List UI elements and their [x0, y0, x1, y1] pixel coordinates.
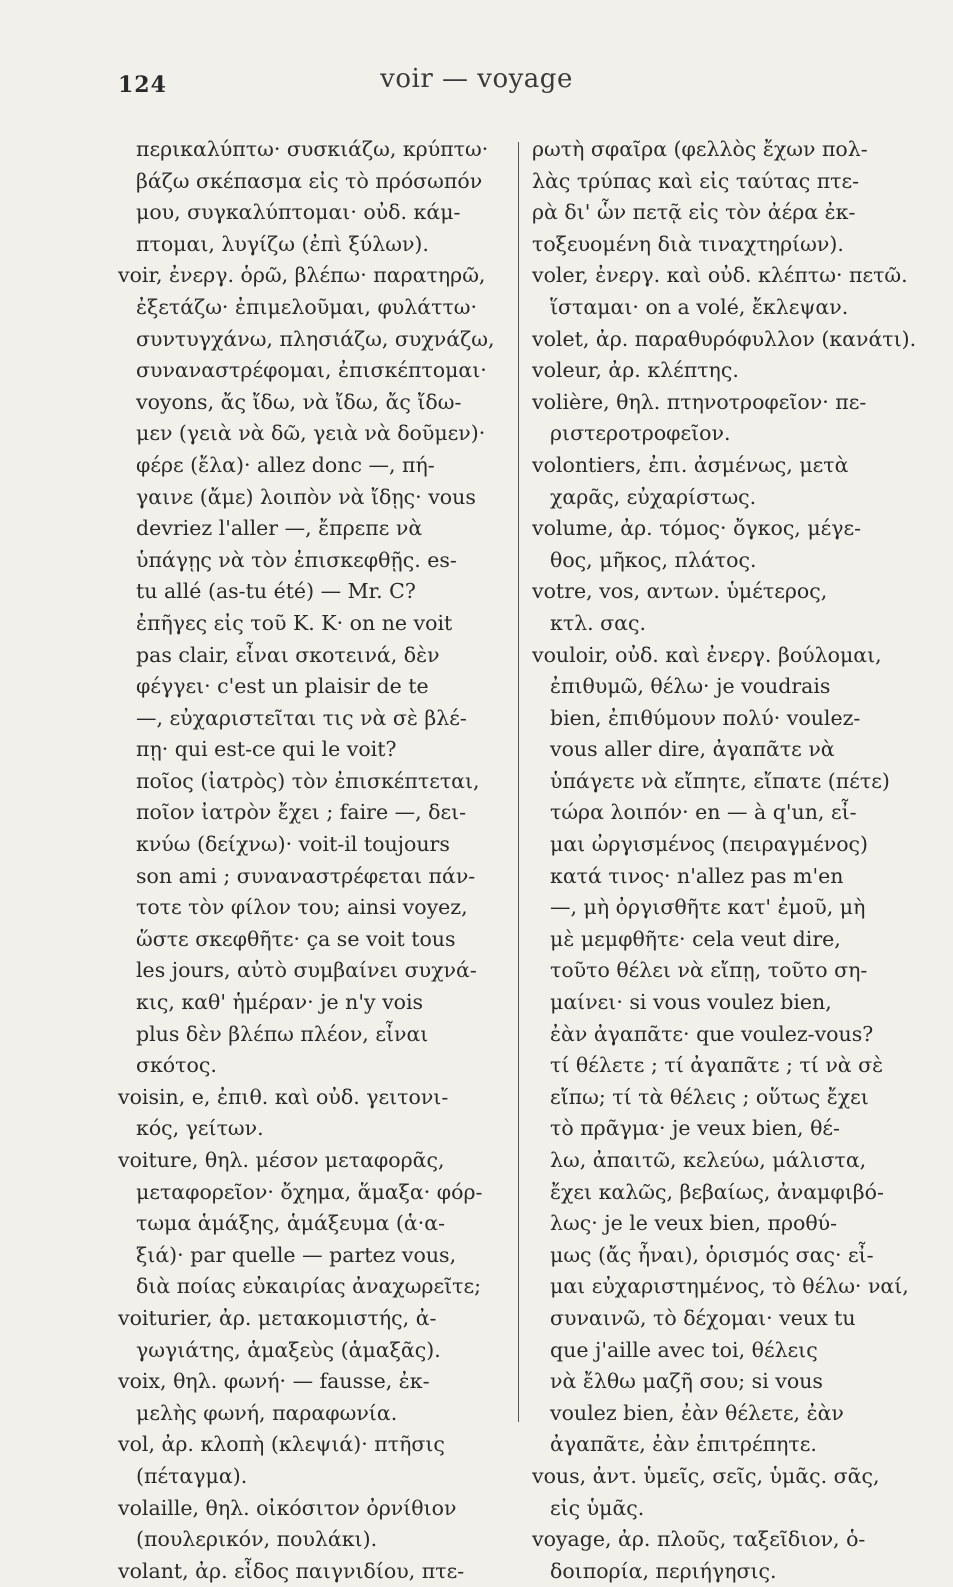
entry-line: voir, ἐνεργ. ὁρῶ, βλέπω· παρατηρῶ,: [118, 263, 486, 288]
entry-line: νὰ ἔλθω μαζῆ σου; si vous: [550, 1369, 823, 1394]
entry-line: τοῦτο θέλει νὰ εἴπῃ, τοῦτο ση-: [550, 958, 868, 983]
entry-line: βάζω σκέπασμα εἰς τὸ πρόσωπόν: [136, 168, 483, 193]
entry-line: ἵσταμαι· on a volé, ἔκλεψαν.: [550, 294, 849, 319]
entry-line: μου, συγκαλύπτομαι· οὐδ. κάμ-: [136, 200, 461, 225]
entry-line: votre, vos, αντων. ὑμέτερος,: [532, 579, 828, 604]
entry-line: τώρα λοιπόν· en — à q'un, εἶ-: [550, 800, 857, 825]
entry-line: ρὰ δι' ὧν πετᾷ εἰς τὸν ἀέρα ἐκ-: [532, 200, 856, 225]
entry-line: ἐπῆγες εἰς τοῦ Κ. Κ· on ne voit: [136, 610, 453, 635]
entry-line: (πουλερικόν, πουλάκι).: [136, 1527, 378, 1552]
entry-line: εἰς ὑμᾶς.: [550, 1495, 645, 1520]
entry-line: —, μὴ ὀργισθῆτε κατ' ἐμοῦ, μὴ: [550, 895, 866, 920]
entry-line: συναινῶ, τὸ δέχομαι· veux tu: [550, 1305, 856, 1330]
entry-line: ἀγαπᾶτε, ἐὰν ἐπιτρέπητε.: [550, 1432, 817, 1457]
entry-line: γαινε (ἄμε) λοιπὸν νὰ ἴδῃς· vous: [136, 484, 476, 509]
entry-line: (πέταγμα).: [136, 1463, 248, 1488]
column-divider: [518, 142, 519, 1422]
entry-line: —, εὐχαριστεῖται τις νὰ σὲ βλέ-: [136, 705, 467, 730]
entry-line: voleur, ἀρ. κλέπτης.: [532, 358, 739, 383]
entry-line: περικαλύπτω· συσκιάζω, κρύπτω·: [136, 137, 489, 161]
entry-line: volaille, θηλ. οἰκόσιτον ὀρνίθιον: [118, 1495, 457, 1520]
entry-line: σκότος.: [136, 1053, 217, 1078]
entry-line: κτλ. σας.: [550, 610, 647, 635]
entry-line: voler, ἐνεργ. καὶ οὐδ. κλέπτω· πετῶ.: [532, 263, 908, 288]
entry-line: μαίνει· si vous voulez bien,: [550, 990, 832, 1015]
entry-line: ἐξετάζω· ἐπιμελοῦμαι, φυλάττω·: [136, 294, 478, 319]
entry-line: voyage, ἀρ. πλοῦς, ταξεῖδιον, ὁ-: [532, 1527, 866, 1552]
entry-line: ρωτὴ σφαῖρα (φελλὸς ἔχων πολ-: [532, 137, 868, 161]
entry-line: pas clair, εἶναι σκοτεινά, δὲν: [136, 642, 440, 667]
entry-line: ὑπάγετε νὰ εἴπητε, εἴπατε (πέτε): [550, 768, 890, 793]
entry-line: volière, θηλ. πτηνοτροφεῖον· πε-: [532, 389, 867, 414]
entry-line: φέγγει· c'est un plaisir de te: [136, 674, 429, 699]
entry-line: δοιπορία, περιήγησις.: [550, 1558, 777, 1583]
entry-line: ποῖον ἰατρὸν ἔχει ; faire —, δει-: [136, 800, 467, 825]
right-column: [532, 134, 917, 1587]
entry-line: volant, ἀρ. εἶδος παιγνιδίου, πτε-: [118, 1558, 465, 1583]
entry-line: voisin, e, ἐπιθ. καὶ οὐδ. γειτονι-: [118, 1084, 449, 1109]
entry-line: μελὴς φωνή, παραφωνία.: [136, 1400, 398, 1425]
entry-line: λως· je le veux bien, προθύ-: [550, 1211, 838, 1236]
entry-line: μὲ μεμφθῆτε· cela veut dire,: [550, 926, 841, 951]
entry-line: χαρᾶς, εὐχαρίστως.: [550, 484, 757, 509]
entry-line: κατά τινος· n'allez pas m'en: [550, 863, 844, 888]
entry-line: vous, ἀντ. ὑμεῖς, σεῖς, ὑμᾶς. σᾶς,: [532, 1463, 880, 1488]
entry-line: volet, ἀρ. παραθυρόφυλλον (κανάτι).: [532, 326, 917, 351]
entry-line: volume, ἀρ. τόμος· ὄγκος, μέγε-: [532, 516, 862, 541]
entry-line: voix, θηλ. φωνή· — fausse, ἐκ-: [118, 1369, 430, 1394]
entry-line: συναναστρέφομαι, ἐπισκέπτομαι·: [136, 358, 487, 383]
entry-line: εἴπω; τί τὰ θέλεις ; οὕτως ἔχει: [550, 1084, 869, 1109]
entry-line: διὰ ποίας εὐκαιρίας ἀναχωρεῖτε;: [136, 1274, 482, 1299]
entry-line: ἐπιθυμῶ, θέλω· je voudrais: [550, 674, 831, 699]
entry-line: les jours, αὐτὸ συμβαίνει συχνά-: [136, 958, 477, 983]
entry-line: tu allé (as-tu été) — Mr. C?: [136, 579, 416, 604]
entry-line: ποῖος (ἰατρὸς) τὸν ἐπισκέπτεται,: [136, 768, 480, 793]
page-number: 124: [118, 72, 167, 98]
entry-line: ἔχει καλῶς, βεβαίως, ἀναμφιβό-: [550, 1179, 884, 1204]
entry-line: ὥστε σκεφθῆτε· ça se voit tous: [136, 926, 456, 951]
entry-line: πτομαι, λυγίζω (ἐπὶ ξύλων).: [136, 231, 429, 256]
entry-line: μαι ὠργισμένος (πειραγμένος): [550, 832, 869, 857]
entry-line: voulez bien, ἐὰν θέλετε, ἐὰν: [550, 1400, 844, 1425]
entry-line: τί θέλετε ; τί ἀγαπᾶτε ; τί νὰ σὲ: [550, 1053, 884, 1078]
entry-line: θος, μῆκος, πλάτος.: [550, 547, 757, 572]
entry-line: volontiers, ἐπι. ἀσμένως, μετὰ: [532, 452, 849, 477]
entry-line: τωμα ἁμάξης, ἁμάξευμα (ἁ·α-: [136, 1211, 446, 1236]
entry-line: vous aller dire, ἀγαπᾶτε νὰ: [550, 737, 835, 762]
entry-line: λω, ἀπαιτῶ, κελεύω, μάλιστα,: [550, 1148, 867, 1172]
entry-line: bien, ἐπιθύμουν πολύ· voulez-: [550, 705, 861, 730]
entry-line: ριστεροτροφεῖον.: [550, 421, 731, 446]
entry-line: devriez l'aller —, ἔπρεπε νὰ: [136, 516, 423, 541]
entry-line: συντυγχάνω, πλησιάζω, συχνάζω,: [136, 326, 495, 351]
entry-line: τὸ πρᾶγμα· je veux bien, θέ-: [550, 1116, 840, 1141]
entry-line: λὰς τρύπας καὶ εἰς ταύτας πτε-: [532, 168, 860, 193]
running-head: voir — voyage: [380, 64, 573, 94]
entry-line: que j'aille avec toi, θέλεις: [550, 1337, 818, 1362]
entry-line: μαι εὐχαριστημένος, τὸ θέλω· ναί,: [550, 1274, 909, 1299]
entry-line: son ami ; συναναστρέφεται πάν-: [136, 863, 476, 888]
entry-line: τοτε τὸν φίλον του; ainsi voyez,: [136, 895, 468, 920]
entry-line: ἐὰν ἀγαπᾶτε· que voulez-vous?: [550, 1021, 874, 1046]
entry-line: voiturier, ἀρ. μετακομιστής, ἀ-: [118, 1305, 437, 1330]
entry-line: ὑπάγῃς νὰ τὸν ἐπισκεφθῇς. es-: [136, 547, 457, 572]
entry-line: plus δὲν βλέπω πλέον, εἶναι: [136, 1021, 429, 1046]
entry-line: μεταφορεῖον· ὄχημα, ἅμαξα· φόρ-: [136, 1179, 483, 1204]
entry-line: τοξευομένη διὰ τιναχτηρίων).: [532, 231, 844, 256]
entry-line: γωγιάτης, ἁμαξεὺς (ἁμαξᾶς).: [136, 1337, 441, 1362]
entry-line: κός, γείτων.: [136, 1116, 264, 1141]
entry-line: voyons, ἄς ἴδω, νὰ ἴδω, ἄς ἴδω-: [136, 389, 462, 414]
entry-line: κις, καθ' ἡμέραν· je n'y vois: [136, 990, 424, 1015]
entry-line: πῃ· qui est-ce qui le voit?: [136, 737, 397, 762]
entry-line: vouloir, οὐδ. καὶ ἐνεργ. βούλομαι,: [532, 642, 882, 667]
entry-line: φέρε (ἔλα)· allez donc —, πή-: [136, 452, 435, 477]
left-column: [118, 134, 510, 1587]
entry-line: μως (ἄς ἦναι), ὁρισμός σας· εἶ-: [550, 1242, 874, 1267]
entry-line: μεν (γειὰ νὰ δῶ, γειὰ νὰ δοῦμεν)·: [136, 421, 486, 446]
entry-line: ξιά)· par quelle — partez vous,: [136, 1242, 457, 1267]
entry-line: voiture, θηλ. μέσον μεταφορᾶς,: [118, 1148, 445, 1172]
entry-line: vol, ἀρ. κλοπὴ (κλεψιά)· πτῆσις: [118, 1432, 445, 1457]
entry-line: κνύω (δείχνω)· voit-il toujours: [136, 832, 450, 857]
